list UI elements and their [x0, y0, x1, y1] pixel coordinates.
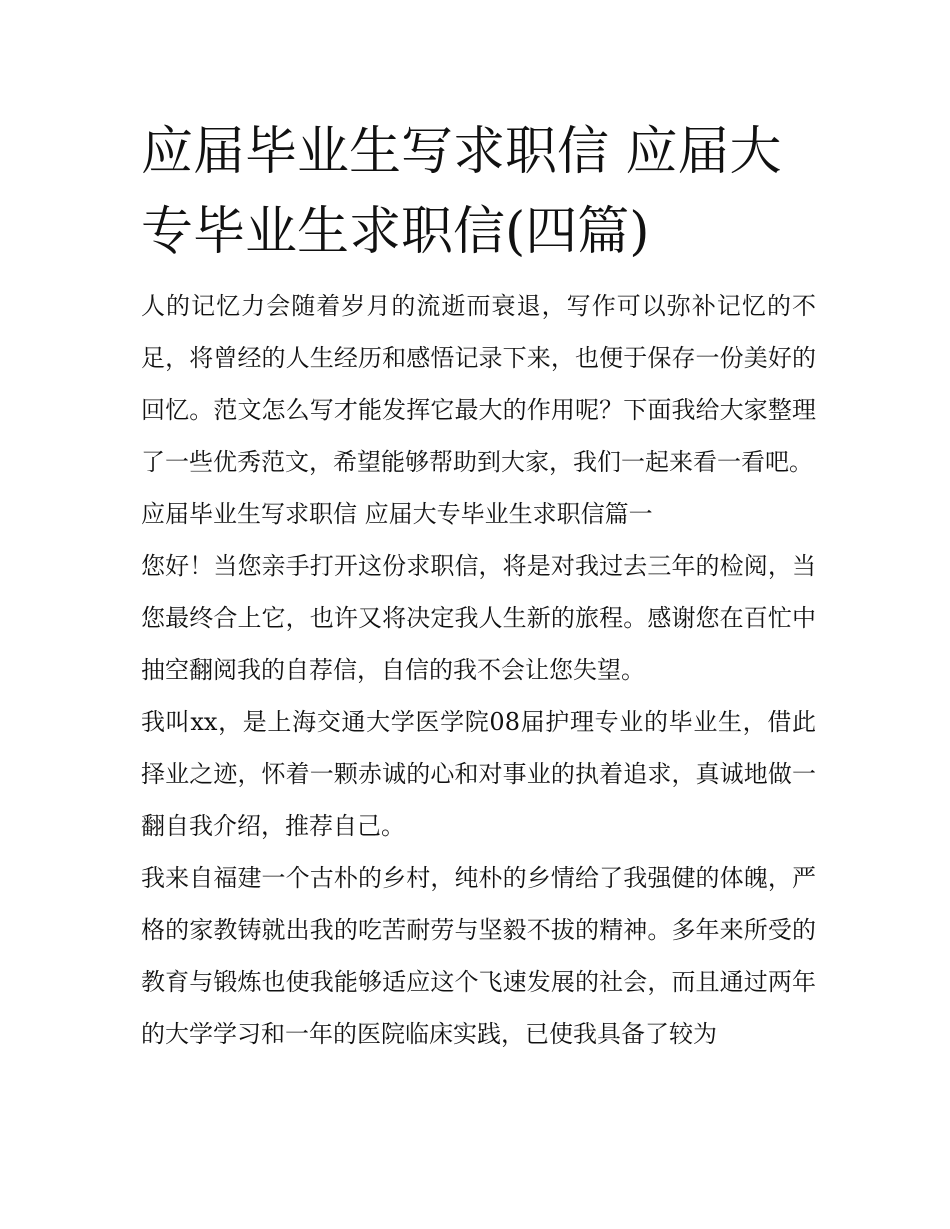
document-body [141, 280, 816, 1060]
self-introduction-paragraph: 我叫xx，是上海交通大学医学院08届护理专业的毕业生，借此择业之迹，怀着一颗赤诚的心和对事业的执着追求，真诚地做一翻自我介绍，推荐自己。 [141, 708, 816, 840]
background-paragraph: 我来自福建一个古朴的乡村，纯朴的乡情给了我强健的体魄，严格的家教铸就出我的吃苦耐劳与坚毅不拔的精神。多年来所受的教育与锻炼也使我能够适应这个飞速发展的社会，而且通过两年的大学学习和一年的医院临床实践，已使我具备了较为 [141, 864, 816, 1048]
document-title: 应届毕业生写求职信 应届大专毕业生求职信(四篇) [141, 122, 782, 262]
intro-paragraph: 人的记忆力会随着岁月的流逝而衰退，写作可以弥补记忆的不足，将曾经的人生经历和感悟记录下来，也便于保存一份美好的回忆。范文怎么写才能发挥它最大的作用呢？下面我给大家整理了一些优秀范文，希望能够帮助到大家，我们一起来看一看吧。 [141, 292, 816, 476]
greeting-paragraph: 您好！当您亲手打开这份求职信，将是对我过去三年的检阅，当您最终合上它，也许又将决定我人生新的旅程。感谢您在百忙中抽空翻阅我的自荐信，自信的我不会让您失望。 [141, 552, 816, 684]
section-heading: 应届毕业生写求职信 应届大专毕业生求职信篇一 [141, 500, 653, 528]
document-page [141, 112, 816, 1060]
